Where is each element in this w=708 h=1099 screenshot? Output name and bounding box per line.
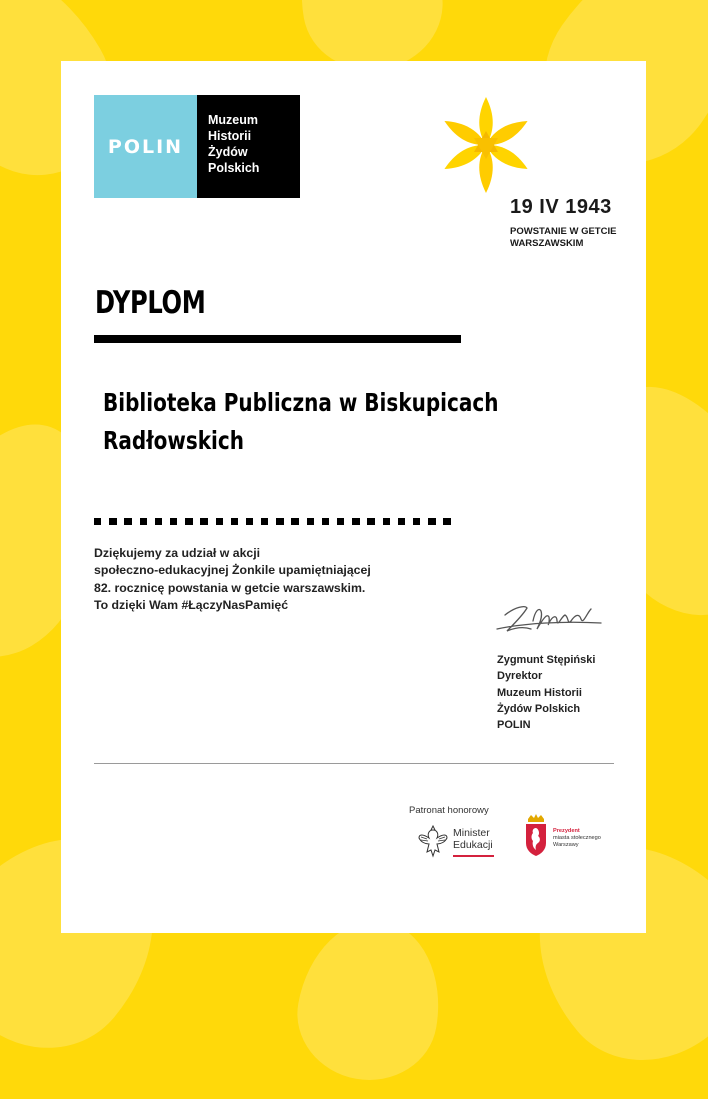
logo-line: Historii bbox=[208, 129, 252, 143]
polin-logo-text bbox=[197, 95, 300, 198]
recipient-name bbox=[103, 384, 551, 460]
separator-dot bbox=[428, 518, 435, 525]
prezydent-label bbox=[553, 828, 601, 849]
logo-line: Żydów bbox=[208, 145, 248, 159]
signer-line: Żydów Polskich bbox=[497, 702, 581, 715]
event-subtitle-line: POWSTANIE W GETCIE bbox=[510, 226, 617, 237]
logo-line: Polskich bbox=[208, 161, 260, 175]
diploma-title: DYPLOM bbox=[95, 285, 206, 321]
prezydent-line: Prezydent bbox=[553, 828, 580, 834]
thanks-line: To dzięki Wam #ŁączyNasPamięć bbox=[94, 597, 289, 612]
polin-logo bbox=[94, 95, 300, 198]
thanks-line: społeczno-edukacyjnej Żonkile upamiętniającej bbox=[94, 563, 371, 578]
separator-dot bbox=[322, 518, 329, 525]
minister-line: Edukacji bbox=[453, 839, 493, 851]
separator-dot bbox=[140, 518, 147, 525]
thanks-line: Dziękujemy za udział w akcji bbox=[94, 546, 261, 560]
event-date: 19 IV 1943 bbox=[510, 196, 612, 218]
recipient-line: Radłowskich bbox=[103, 426, 245, 455]
prezydent-line: miasta stołecznego bbox=[553, 835, 601, 841]
separator-dot bbox=[276, 518, 283, 525]
separator-dot bbox=[307, 518, 314, 525]
separator-dot bbox=[94, 518, 101, 525]
separator-dot bbox=[413, 518, 420, 525]
polin-logo-brand: POLIN bbox=[107, 135, 184, 158]
minister-label bbox=[453, 827, 493, 851]
signer-line: POLIN bbox=[497, 719, 531, 732]
warsaw-crest-icon bbox=[523, 813, 549, 857]
separator-dot bbox=[124, 518, 131, 525]
diploma-page bbox=[61, 61, 646, 933]
event-subtitle-line: WARSZAWSKIM bbox=[510, 238, 584, 249]
polin-logo-mark bbox=[94, 95, 197, 198]
dotted-separator bbox=[94, 518, 451, 525]
patronage-label: Patronat honorowy bbox=[409, 805, 489, 816]
separator-dot bbox=[337, 518, 344, 525]
prezydent-line: Warszawy bbox=[553, 842, 579, 848]
minister-line: Minister bbox=[453, 827, 490, 839]
separator-dot bbox=[216, 518, 223, 525]
separator-dot bbox=[352, 518, 359, 525]
separator-dot bbox=[398, 518, 405, 525]
signature-image bbox=[495, 593, 605, 643]
separator-dot bbox=[367, 518, 374, 525]
recipient-line: Biblioteka Publiczna w Biskupicach bbox=[103, 388, 499, 417]
thanks-line: 82. rocznicę powstania w getcie warszawskim. bbox=[94, 580, 366, 595]
separator-dot bbox=[291, 518, 298, 525]
separator-dot bbox=[170, 518, 177, 525]
event-subtitle bbox=[510, 226, 630, 250]
separator-dot bbox=[155, 518, 162, 525]
eagle-emblem-icon bbox=[417, 822, 449, 858]
signer-block bbox=[497, 652, 595, 733]
separator-dot bbox=[261, 518, 268, 525]
signer-line: Dyrektor bbox=[497, 670, 543, 683]
separator-dot bbox=[109, 518, 116, 525]
title-underline bbox=[94, 335, 461, 343]
separator-dot bbox=[200, 518, 207, 525]
footer-divider bbox=[94, 763, 614, 764]
daffodil-icon bbox=[436, 95, 536, 201]
separator-dot bbox=[443, 518, 450, 525]
signer-line: Zygmunt Stępiński bbox=[497, 654, 596, 666]
separator-dot bbox=[231, 518, 238, 525]
signer-line: Muzeum Historii bbox=[497, 686, 582, 699]
logo-line: Muzeum bbox=[208, 113, 258, 127]
separator-dot bbox=[185, 518, 192, 525]
thanks-message bbox=[94, 545, 371, 614]
separator-dot bbox=[246, 518, 253, 525]
minister-flag-bar bbox=[453, 855, 494, 857]
separator-dot bbox=[383, 518, 390, 525]
